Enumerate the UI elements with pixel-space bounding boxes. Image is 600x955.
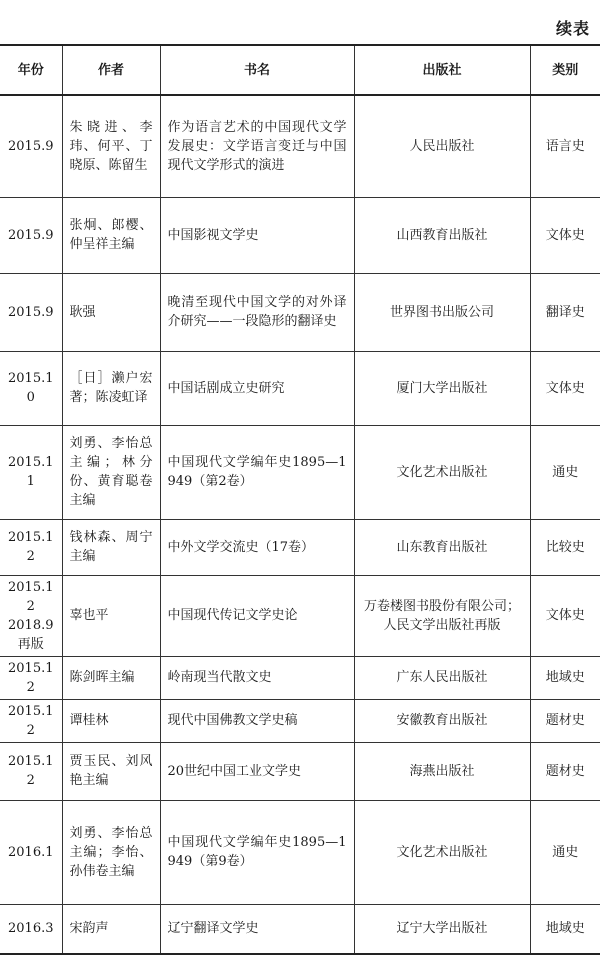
cell-publisher: 世界图书出版公司 — [354, 273, 530, 351]
cell-title: 中国现代文学编年史1895—1949（第9卷） — [160, 800, 354, 904]
continued-label: 续表 — [555, 19, 590, 38]
cell-title: 岭南现当代散文史 — [160, 656, 354, 699]
cell-year: 2016.1 — [0, 800, 62, 904]
table-row — [0, 351, 600, 425]
cell-category: 翻译史 — [530, 273, 600, 351]
cell-title: 中国现代传记文学史论 — [160, 575, 354, 656]
cell-title: 现代中国佛教文学史稿 — [160, 699, 354, 742]
cell-publisher: 海燕出版社 — [354, 742, 530, 800]
header-row — [0, 45, 600, 95]
cell-publisher: 山西教育出版社 — [354, 197, 530, 273]
cell-title: 作为语言艺术的中国现代文学发展史：文学语言变迁与中国现代文学形式的演进 — [160, 95, 354, 197]
table-row — [0, 425, 600, 519]
cell-category: 语言史 — [530, 95, 600, 197]
cell-title: 中外文学交流史（17卷） — [160, 519, 354, 575]
cell-author: 贾玉民、刘风艳主编 — [62, 742, 160, 800]
table-row — [0, 273, 600, 351]
cell-category: 地域史 — [530, 904, 600, 954]
cell-category: 地域史 — [530, 656, 600, 699]
cell-publisher: 辽宁大学出版社 — [354, 904, 530, 954]
cell-category: 文体史 — [530, 575, 600, 656]
cell-category: 文体史 — [530, 351, 600, 425]
cell-author: 钱林森、周宁主编 — [62, 519, 160, 575]
cell-author: 陈剑晖主编 — [62, 656, 160, 699]
table-row — [0, 904, 600, 954]
cell-category: 通史 — [530, 800, 600, 904]
cell-year: 2015.12 — [0, 656, 62, 699]
cell-category: 题材史 — [530, 742, 600, 800]
cell-title: 中国影视文学史 — [160, 197, 354, 273]
cell-title: 中国现代文学编年史1895—1949（第2卷） — [160, 425, 354, 519]
table-row — [0, 742, 600, 800]
cell-category: 比较史 — [530, 519, 600, 575]
cell-year: 2015.12 2018.9 再版 — [0, 575, 62, 656]
cell-author: 辜也平 — [62, 575, 160, 656]
cell-author: 谭桂林 — [62, 699, 160, 742]
table-row — [0, 800, 600, 904]
header-category: 类别 — [530, 45, 600, 95]
cell-year: 2015.9 — [0, 273, 62, 351]
cell-category: 文体史 — [530, 197, 600, 273]
table-row — [0, 197, 600, 273]
table-row — [0, 699, 600, 742]
cell-year: 2015.12 — [0, 519, 62, 575]
cell-author: 刘勇、李怡总主编；李怡、孙伟卷主编 — [62, 800, 160, 904]
cell-year: 2015.11 — [0, 425, 62, 519]
cell-publisher: 文化艺术出版社 — [354, 425, 530, 519]
cell-publisher: 广东人民出版社 — [354, 656, 530, 699]
cell-author: 耿强 — [62, 273, 160, 351]
table-row — [0, 575, 600, 656]
cell-publisher: 文化艺术出版社 — [354, 800, 530, 904]
cell-author: 刘勇、李怡总主编；林分份、黄育聪卷主编 — [62, 425, 160, 519]
header-year: 年份 — [0, 45, 62, 95]
cell-category: 通史 — [530, 425, 600, 519]
header-author: 作者 — [62, 45, 160, 95]
cell-year: 2015.9 — [0, 95, 62, 197]
cell-title: 晚清至现代中国文学的对外译介研究——一段隐形的翻译史 — [160, 273, 354, 351]
literature-history-table — [0, 44, 600, 955]
cell-year: 2015.9 — [0, 197, 62, 273]
header-publisher: 出版社 — [354, 45, 530, 95]
cell-author: 朱晓进、李玮、何平、丁晓原、陈留生 — [62, 95, 160, 197]
cell-title: 20世纪中国工业文学史 — [160, 742, 354, 800]
cell-publisher: 人民出版社 — [354, 95, 530, 197]
cell-publisher: 安徽教育出版社 — [354, 699, 530, 742]
table-row — [0, 656, 600, 699]
cell-title: 辽宁翻译文学史 — [160, 904, 354, 954]
cell-publisher: 厦门大学出版社 — [354, 351, 530, 425]
cell-year: 2015.10 — [0, 351, 62, 425]
cell-author: 宋韵声 — [62, 904, 160, 954]
cell-year: 2015.12 — [0, 699, 62, 742]
cell-publisher: 万卷楼图书股份有限公司； 人民文学出版社再版 — [354, 575, 530, 656]
table-row — [0, 95, 600, 197]
cell-author: ［日］濑户宏著；陈凌虹译 — [62, 351, 160, 425]
cell-year: 2015.12 — [0, 742, 62, 800]
table-row — [0, 519, 600, 575]
cell-title: 中国话剧成立史研究 — [160, 351, 354, 425]
cell-author: 张炯、郎樱、仲呈祥主编 — [62, 197, 160, 273]
cell-year: 2016.3 — [0, 904, 62, 954]
cell-category: 题材史 — [530, 699, 600, 742]
cell-publisher: 山东教育出版社 — [354, 519, 530, 575]
header-title: 书名 — [160, 45, 354, 95]
